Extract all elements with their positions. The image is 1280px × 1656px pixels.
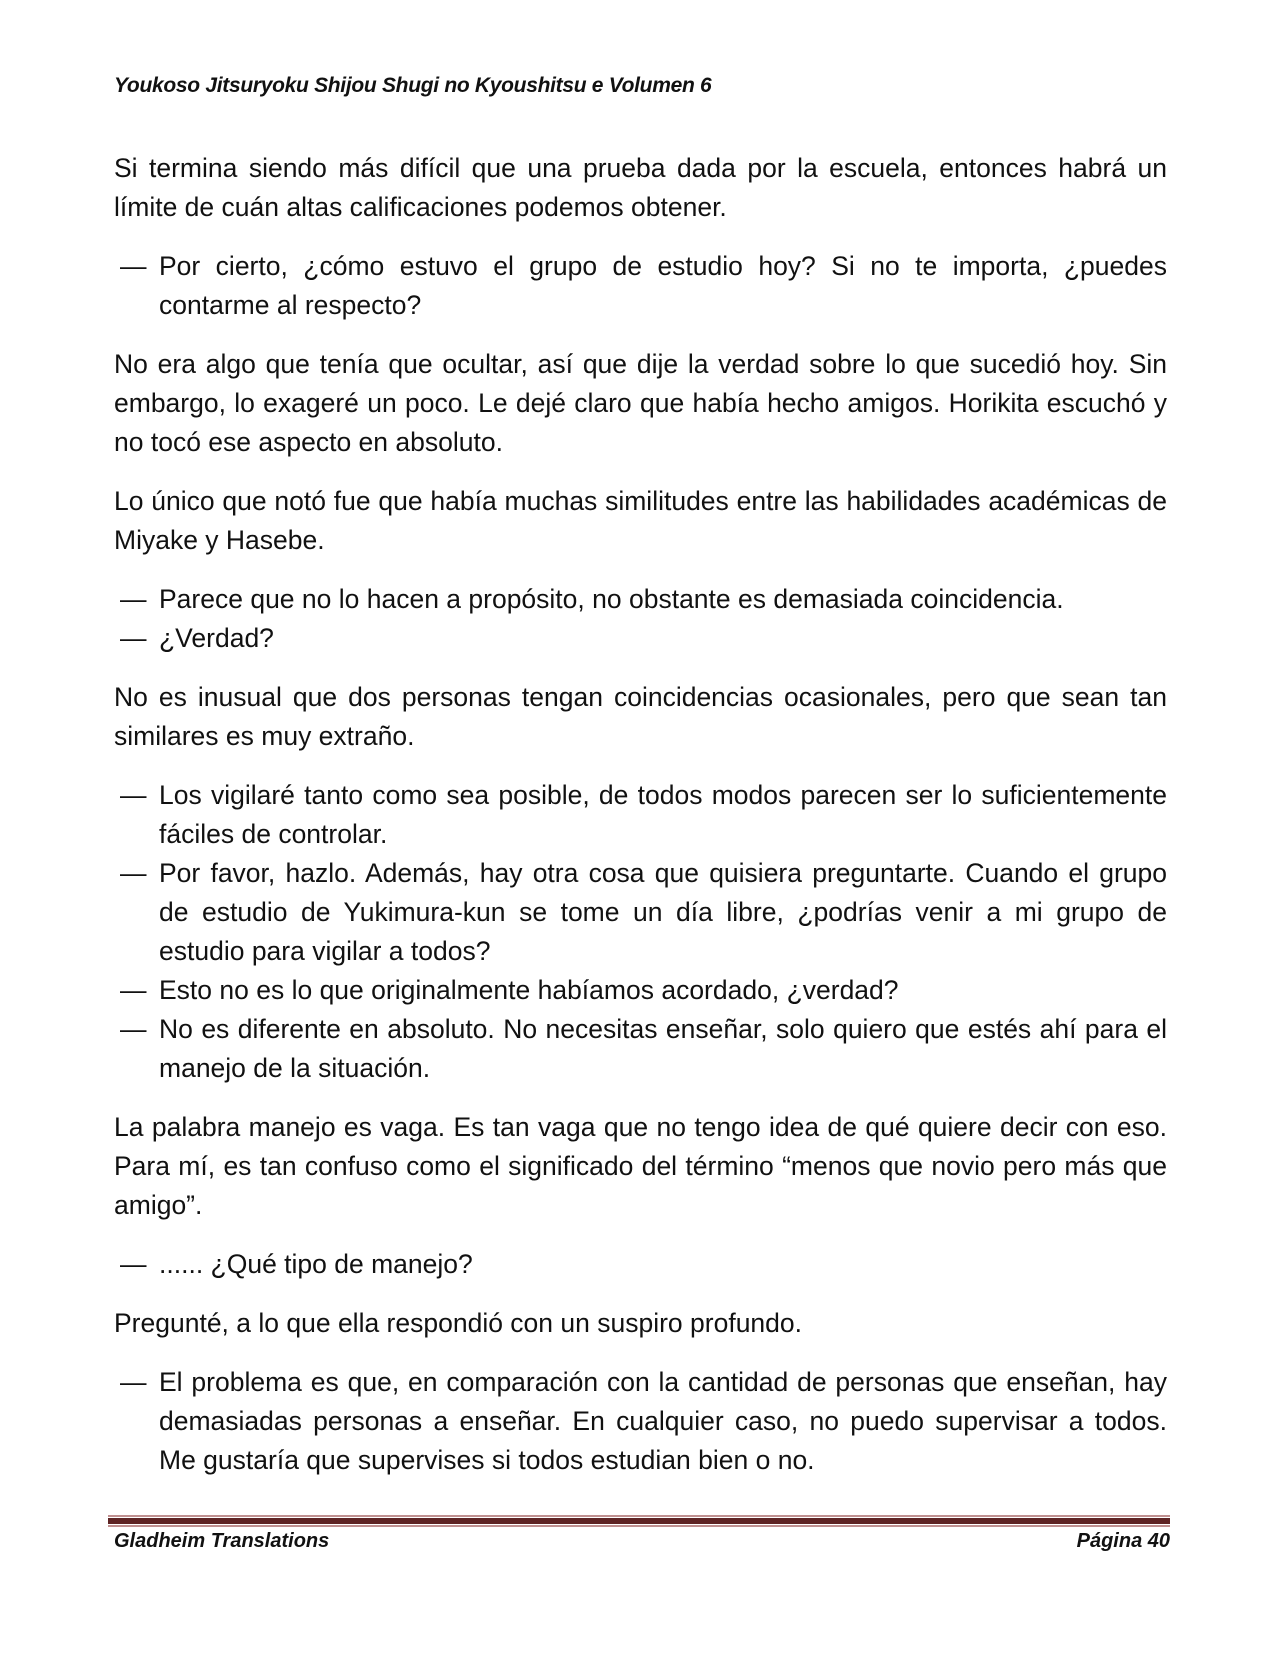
paragraph: Lo único que notó fue que había muchas similitudes entre las habilidades académicas de Miyake y Hasebe. <box>114 486 1167 555</box>
dialogue-dash: — <box>120 1249 147 1279</box>
dialogue-line <box>114 1245 1167 1284</box>
dialogue-line <box>114 1363 1167 1480</box>
dialogue-group <box>114 1363 1167 1480</box>
paragraph: La palabra manejo es vaga. Es tan vaga que no tengo idea de qué quiere decir con eso. Para mí, es tan confuso como el significado del término “menos que novio pero más que amigo”. <box>114 1112 1167 1220</box>
dialogue-group <box>114 580 1167 658</box>
dialogue-text: Parece que no lo hacen a propósito, no obstante es demasiada coincidencia. <box>159 584 1064 614</box>
page-number: Página 40 <box>1076 1530 1170 1552</box>
dialogue-text: Por favor, hazlo. Además, hay otra cosa que quisiera preguntarte. Cuando el grupo de estudio de Yukimura-kun se tome un día libre, ¿podrías venir a mi grupo de estudio para vigilar a todos? <box>159 858 1167 966</box>
paragraph: No era algo que tenía que ocultar, así que dije la verdad sobre lo que sucedió hoy. Sin embargo, lo exageré un poco. Le dejé claro que había hecho amigos. Horikita escuchó y no tocó ese aspecto en absoluto. <box>114 349 1167 457</box>
dialogue-group <box>114 1245 1167 1284</box>
dialogue-dash: — <box>120 975 147 1005</box>
dialogue-line <box>114 971 1167 1010</box>
dialogue-dash: — <box>120 1367 147 1397</box>
dialogue-text: Los vigilaré tanto como sea posible, de todos modos parecen ser lo suficientemente fáciles de controlar. <box>159 780 1167 849</box>
dialogue-text: ...... ¿Qué tipo de manejo? <box>159 1249 473 1279</box>
dialogue-text: ¿Verdad? <box>159 623 274 653</box>
footer-rule-top <box>108 1515 1170 1517</box>
dialogue-line <box>114 776 1167 854</box>
dialogue-dash: — <box>120 623 147 653</box>
dialogue-line <box>114 619 1167 658</box>
dialogue-dash: — <box>120 584 147 614</box>
dialogue-line <box>114 580 1167 619</box>
dialogue-dash: — <box>120 251 147 281</box>
paragraph: Pregunté, a lo que ella respondió con un suspiro profundo. <box>114 1308 803 1338</box>
dialogue-text: Esto no es lo que originalmente habíamos acordado, ¿verdad? <box>159 975 899 1005</box>
paragraph: Si termina siendo más difícil que una prueba dada por la escuela, entonces habrá un límite de cuán altas calificaciones podemos obtener. <box>114 153 1167 222</box>
dialogue-dash: — <box>120 780 147 810</box>
footer-rule-bottom <box>108 1525 1170 1527</box>
footer-rule <box>108 1518 1170 1524</box>
dialogue-group <box>114 247 1167 325</box>
dialogue-line <box>114 1010 1167 1088</box>
dialogue-group <box>114 776 1167 1088</box>
dialogue-line <box>114 247 1167 325</box>
dialogue-text: No es diferente en absoluto. No necesitas enseñar, solo quiero que estés ahí para el manejo de la situación. <box>159 1014 1167 1083</box>
dialogue-line <box>114 854 1167 971</box>
page-body <box>114 149 1167 1500</box>
footer-translator: Gladheim Translations <box>114 1530 330 1552</box>
paragraph: No es inusual que dos personas tengan coincidencias ocasionales, pero que sean tan similares es muy extraño. <box>114 682 1167 751</box>
dialogue-text: Por cierto, ¿cómo estuvo el grupo de estudio hoy? Si no te importa, ¿puedes contarme al respecto? <box>159 251 1167 320</box>
running-header: Youkoso Jitsuryoku Shijou Shugi no Kyoushitsu e Volumen 6 <box>114 74 712 97</box>
dialogue-text: El problema es que, en comparación con la cantidad de personas que enseñan, hay demasiadas personas a enseñar. En cualquier caso, no puedo supervisar a todos. Me gustaría que supervises si todos estudian bien o no. <box>159 1367 1167 1475</box>
dialogue-dash: — <box>120 1014 147 1044</box>
dialogue-dash: — <box>120 858 147 888</box>
